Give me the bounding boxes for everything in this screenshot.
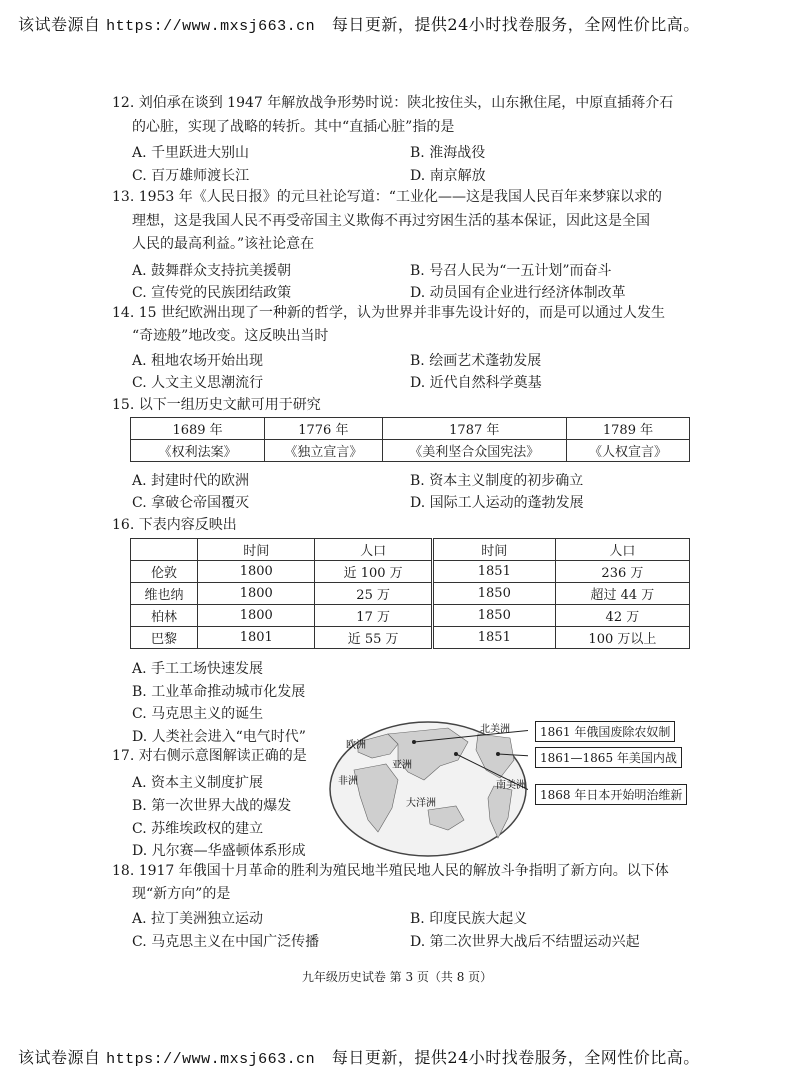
q12-option-b[interactable]: B. 淮海战役 [410, 145, 486, 161]
banner-prefix: 该试卷源自 [18, 15, 101, 34]
table-cell: 100 万以上 [555, 627, 689, 649]
q12-option-a[interactable]: A. 千里跃进大别山 [132, 145, 250, 161]
q18-option-c[interactable]: C. 马克思主义在中国广泛传播 [132, 934, 320, 950]
q13-stem-line2: 理想，这是我国人民不再受帝国主义欺侮不再过穷困生活的基本保证，因此这是全国 [132, 213, 650, 229]
table-row [131, 627, 690, 649]
table-cell: 236 万 [555, 561, 689, 583]
table-cell: 1789 年 [567, 418, 690, 440]
table-cell: 近 100 万 [315, 561, 432, 583]
q17-option-b[interactable]: B. 第一次世界大战的爆发 [132, 798, 292, 814]
table-cell: 1851 [432, 627, 555, 649]
q14-option-d[interactable]: D. 近代自然科学奠基 [410, 375, 542, 391]
map-label-africa: 非洲 [338, 776, 358, 787]
table-cell: 伦敦 [131, 561, 198, 583]
q13-option-a[interactable]: A. 鼓舞群众支持抗美援朝 [132, 263, 292, 279]
table-header: 时间 [198, 539, 315, 561]
table-row [131, 440, 690, 462]
map-label-oceania: 大洋洲 [406, 798, 436, 809]
banner-prefix: 该试卷源自 [18, 1048, 101, 1067]
q15-documents-table [130, 417, 690, 462]
map-label-europe: 欧洲 [346, 740, 366, 751]
table-row [131, 605, 690, 627]
banner-suffix: 每日更新，提供24小时找卷服务，全网性价比高。 [331, 1048, 700, 1067]
table-cell: 1787 年 [382, 418, 566, 440]
q16-option-a[interactable]: A. 手工工场快速发展 [132, 661, 264, 677]
q12-option-d[interactable]: D. 南京解放 [410, 168, 486, 184]
q18-option-a[interactable]: A. 拉丁美洲独立运动 [132, 911, 264, 927]
q17-option-c[interactable]: C. 苏维埃政权的建立 [132, 821, 264, 837]
map-callout-meiji: 1868 年日本开始明治维新 [535, 784, 687, 805]
table-cell: 42 万 [555, 605, 689, 627]
table-cell: 1801 [198, 627, 315, 649]
q14-stem-line1: 14. 15 世纪欧洲出现了一种新的哲学，认为世界并非事先设计好的，而是可以通过人发生 [112, 305, 665, 321]
table-cell: 维也纳 [131, 583, 198, 605]
q15-option-d[interactable]: D. 国际工人运动的蓬勃发展 [410, 495, 584, 511]
q16-option-d[interactable]: D. 人类社会进入“电气时代” [132, 729, 306, 745]
map-callout-us-civil-war: 1861—1865 年美国内战 [535, 747, 682, 768]
q14-option-c[interactable]: C. 人文主义思潮流行 [132, 375, 264, 391]
table-row [131, 561, 690, 583]
q16-option-c[interactable]: C. 马克思主义的诞生 [132, 706, 264, 722]
source-banner-bottom [18, 1045, 700, 1068]
table-header: 时间 [432, 539, 555, 561]
q18-stem-line2: 现“新方向”的是 [132, 886, 231, 902]
table-cell: 1851 [432, 561, 555, 583]
q17-option-a[interactable]: A. 资本主义制度扩展 [132, 775, 264, 791]
q13-stem-line1: 13. 1953 年《人民日报》的元旦社论写道：“工业化——这是我国人民百年来梦寐以求的 [112, 189, 662, 205]
table-cell: 《美利坚合众国宪法》 [382, 440, 566, 462]
q15-option-b[interactable]: B. 资本主义制度的初步确立 [410, 473, 584, 489]
table-cell: 1850 [432, 605, 555, 627]
map-label-asia: 亚洲 [392, 760, 412, 771]
table-row [131, 539, 690, 561]
table-header: 人口 [555, 539, 689, 561]
q17-option-d[interactable]: D. 凡尔赛—华盛顿体系形成 [132, 843, 306, 859]
source-banner-top [18, 12, 700, 35]
table-row [131, 418, 690, 440]
q16-stem: 16. 下表内容反映出 [112, 517, 237, 533]
map-label-north-america: 北美洲 [480, 724, 510, 735]
table-cell: 柏林 [131, 605, 198, 627]
q12-stem-line1: 12. 刘伯承在谈到 1947 年解放战争形势时说：陕北按住头，山东揪住尾，中原直插蒋介石 [112, 95, 674, 111]
table-cell: 1689 年 [131, 418, 265, 440]
q18-stem-line1: 18. 1917 年俄国十月革命的胜利为殖民地半殖民地人民的解放斗争指明了新方向。以下体 [112, 863, 669, 879]
q14-stem-line2: “奇迹般”地改变。这反映出当时 [132, 328, 329, 344]
table-header: 人口 [315, 539, 432, 561]
world-map-image [328, 720, 528, 858]
map-label-south-america: 南美洲 [496, 780, 526, 791]
q17-stem: 17. 对右侧示意图解读正确的是 [112, 748, 307, 764]
q13-option-b[interactable]: B. 号召人民为“一五计划”而奋斗 [410, 263, 612, 279]
table-cell: 1800 [198, 605, 315, 627]
q16-population-table [130, 538, 690, 649]
table-cell: 1776 年 [265, 418, 382, 440]
page-footer: 九年级历史试卷 第 3 页（共 8 页） [301, 970, 493, 984]
table-cell: 《权利法案》 [131, 440, 265, 462]
table-cell: 《独立宣言》 [265, 440, 382, 462]
q18-option-d[interactable]: D. 第二次世界大战后不结盟运动兴起 [410, 934, 640, 950]
q14-option-a[interactable]: A. 租地农场开始出现 [132, 353, 264, 369]
table-cell: 17 万 [315, 605, 432, 627]
q18-option-b[interactable]: B. 印度民族大起义 [410, 911, 528, 927]
banner-url-link[interactable]: https://www.mxsj663.cn [106, 1051, 316, 1068]
q13-stem-line3: 人民的最高利益。”该社论意在 [132, 236, 315, 252]
table-header [131, 539, 198, 561]
table-cell: 25 万 [315, 583, 432, 605]
q15-option-a[interactable]: A. 封建时代的欧洲 [132, 473, 250, 489]
table-cell: 近 55 万 [315, 627, 432, 649]
table-cell: 巴黎 [131, 627, 198, 649]
q12-option-c[interactable]: C. 百万雄师渡长江 [132, 168, 250, 184]
table-cell: 超过 44 万 [555, 583, 689, 605]
q15-option-c[interactable]: C. 拿破仑帝国覆灭 [132, 495, 250, 511]
banner-suffix: 每日更新，提供24小时找卷服务，全网性价比高。 [331, 15, 700, 34]
q12-stem-line2: 的心脏，实现了战略的转折。其中“直插心脏”指的是 [132, 119, 455, 135]
table-cell: 1850 [432, 583, 555, 605]
map-callout-russia: 1861 年俄国废除农奴制 [535, 721, 675, 742]
q14-option-b[interactable]: B. 绘画艺术蓬勃发展 [410, 353, 542, 369]
table-cell: 1800 [198, 583, 315, 605]
q16-option-b[interactable]: B. 工业革命推动城市化发展 [132, 684, 306, 700]
q15-stem: 15. 以下一组历史文献可用于研究 [112, 397, 321, 413]
table-row [131, 583, 690, 605]
q13-option-d[interactable]: D. 动员国有企业进行经济体制改革 [410, 285, 626, 301]
table-cell: 1800 [198, 561, 315, 583]
world-map-figure [328, 720, 528, 862]
q13-option-c[interactable]: C. 宣传党的民族团结政策 [132, 285, 292, 301]
banner-url-link[interactable]: https://www.mxsj663.cn [106, 18, 316, 35]
table-cell: 《人权宣言》 [567, 440, 690, 462]
